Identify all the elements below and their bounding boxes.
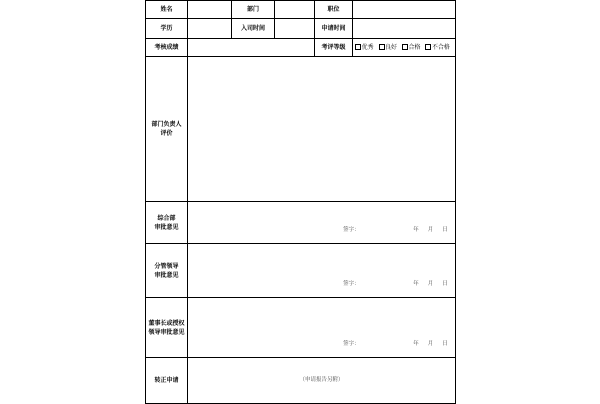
apply-date-field[interactable]	[353, 19, 456, 39]
checkbox-icon[interactable]	[355, 44, 361, 50]
assessment-label: 考核成绩	[146, 39, 188, 57]
checkbox-icon[interactable]	[425, 44, 431, 50]
grade-option-fail[interactable]: 不合格	[425, 44, 450, 51]
row-dept-head-evaluation	[146, 57, 456, 202]
apply-date-label: 申请时间	[315, 19, 353, 39]
checkbox-icon[interactable]	[379, 44, 385, 50]
signature-line: 签字： 年 月 日	[343, 227, 448, 233]
row-general-dept-approval	[146, 202, 456, 244]
grade-option-excellent[interactable]: 优秀	[355, 44, 374, 51]
name-field[interactable]	[188, 1, 232, 19]
leader-label: 分管领导 审批意见	[146, 244, 188, 298]
dept-head-evaluation-field[interactable]	[188, 57, 456, 202]
row-confirmation-request	[146, 358, 456, 404]
grade-options	[353, 39, 456, 57]
grade-option-good[interactable]: 良好	[379, 44, 398, 51]
general-dept-label: 综合部 审批意见	[146, 202, 188, 244]
confirmation-label: 转正申请	[146, 358, 188, 404]
grade-option-pass[interactable]: 合格	[402, 44, 421, 51]
row-name	[146, 1, 456, 19]
row-chairman-approval	[146, 298, 456, 358]
position-field[interactable]	[353, 1, 456, 19]
assessment-field[interactable]	[188, 39, 315, 57]
attachment-note: （申请报告另附）	[299, 377, 344, 383]
signature-line: 签字： 年 月 日	[343, 281, 448, 287]
education-label: 学历	[146, 19, 188, 39]
row-assessment	[146, 39, 456, 57]
general-dept-approval-field[interactable]	[188, 202, 456, 244]
confirmation-field[interactable]	[188, 358, 456, 404]
leader-approval-field[interactable]	[188, 244, 456, 298]
form-table	[145, 0, 456, 404]
position-label: 职位	[315, 1, 353, 19]
dept-head-label: 部门负责人 评价	[146, 57, 188, 202]
grade-label: 考评等级	[315, 39, 353, 57]
chairman-approval-field[interactable]	[188, 298, 456, 358]
dept-label: 部门	[232, 1, 275, 19]
chairman-label: 董事长或授权 领导审批意见	[146, 298, 188, 358]
join-date-label: 入司时间	[232, 19, 275, 39]
signature-line: 签字： 年 月 日	[343, 341, 448, 347]
join-date-field[interactable]	[275, 19, 315, 39]
row-leader-approval	[146, 244, 456, 298]
dept-field[interactable]	[275, 1, 315, 19]
name-label: 姓名	[146, 1, 188, 19]
education-field[interactable]	[188, 19, 232, 39]
row-education	[146, 19, 456, 39]
